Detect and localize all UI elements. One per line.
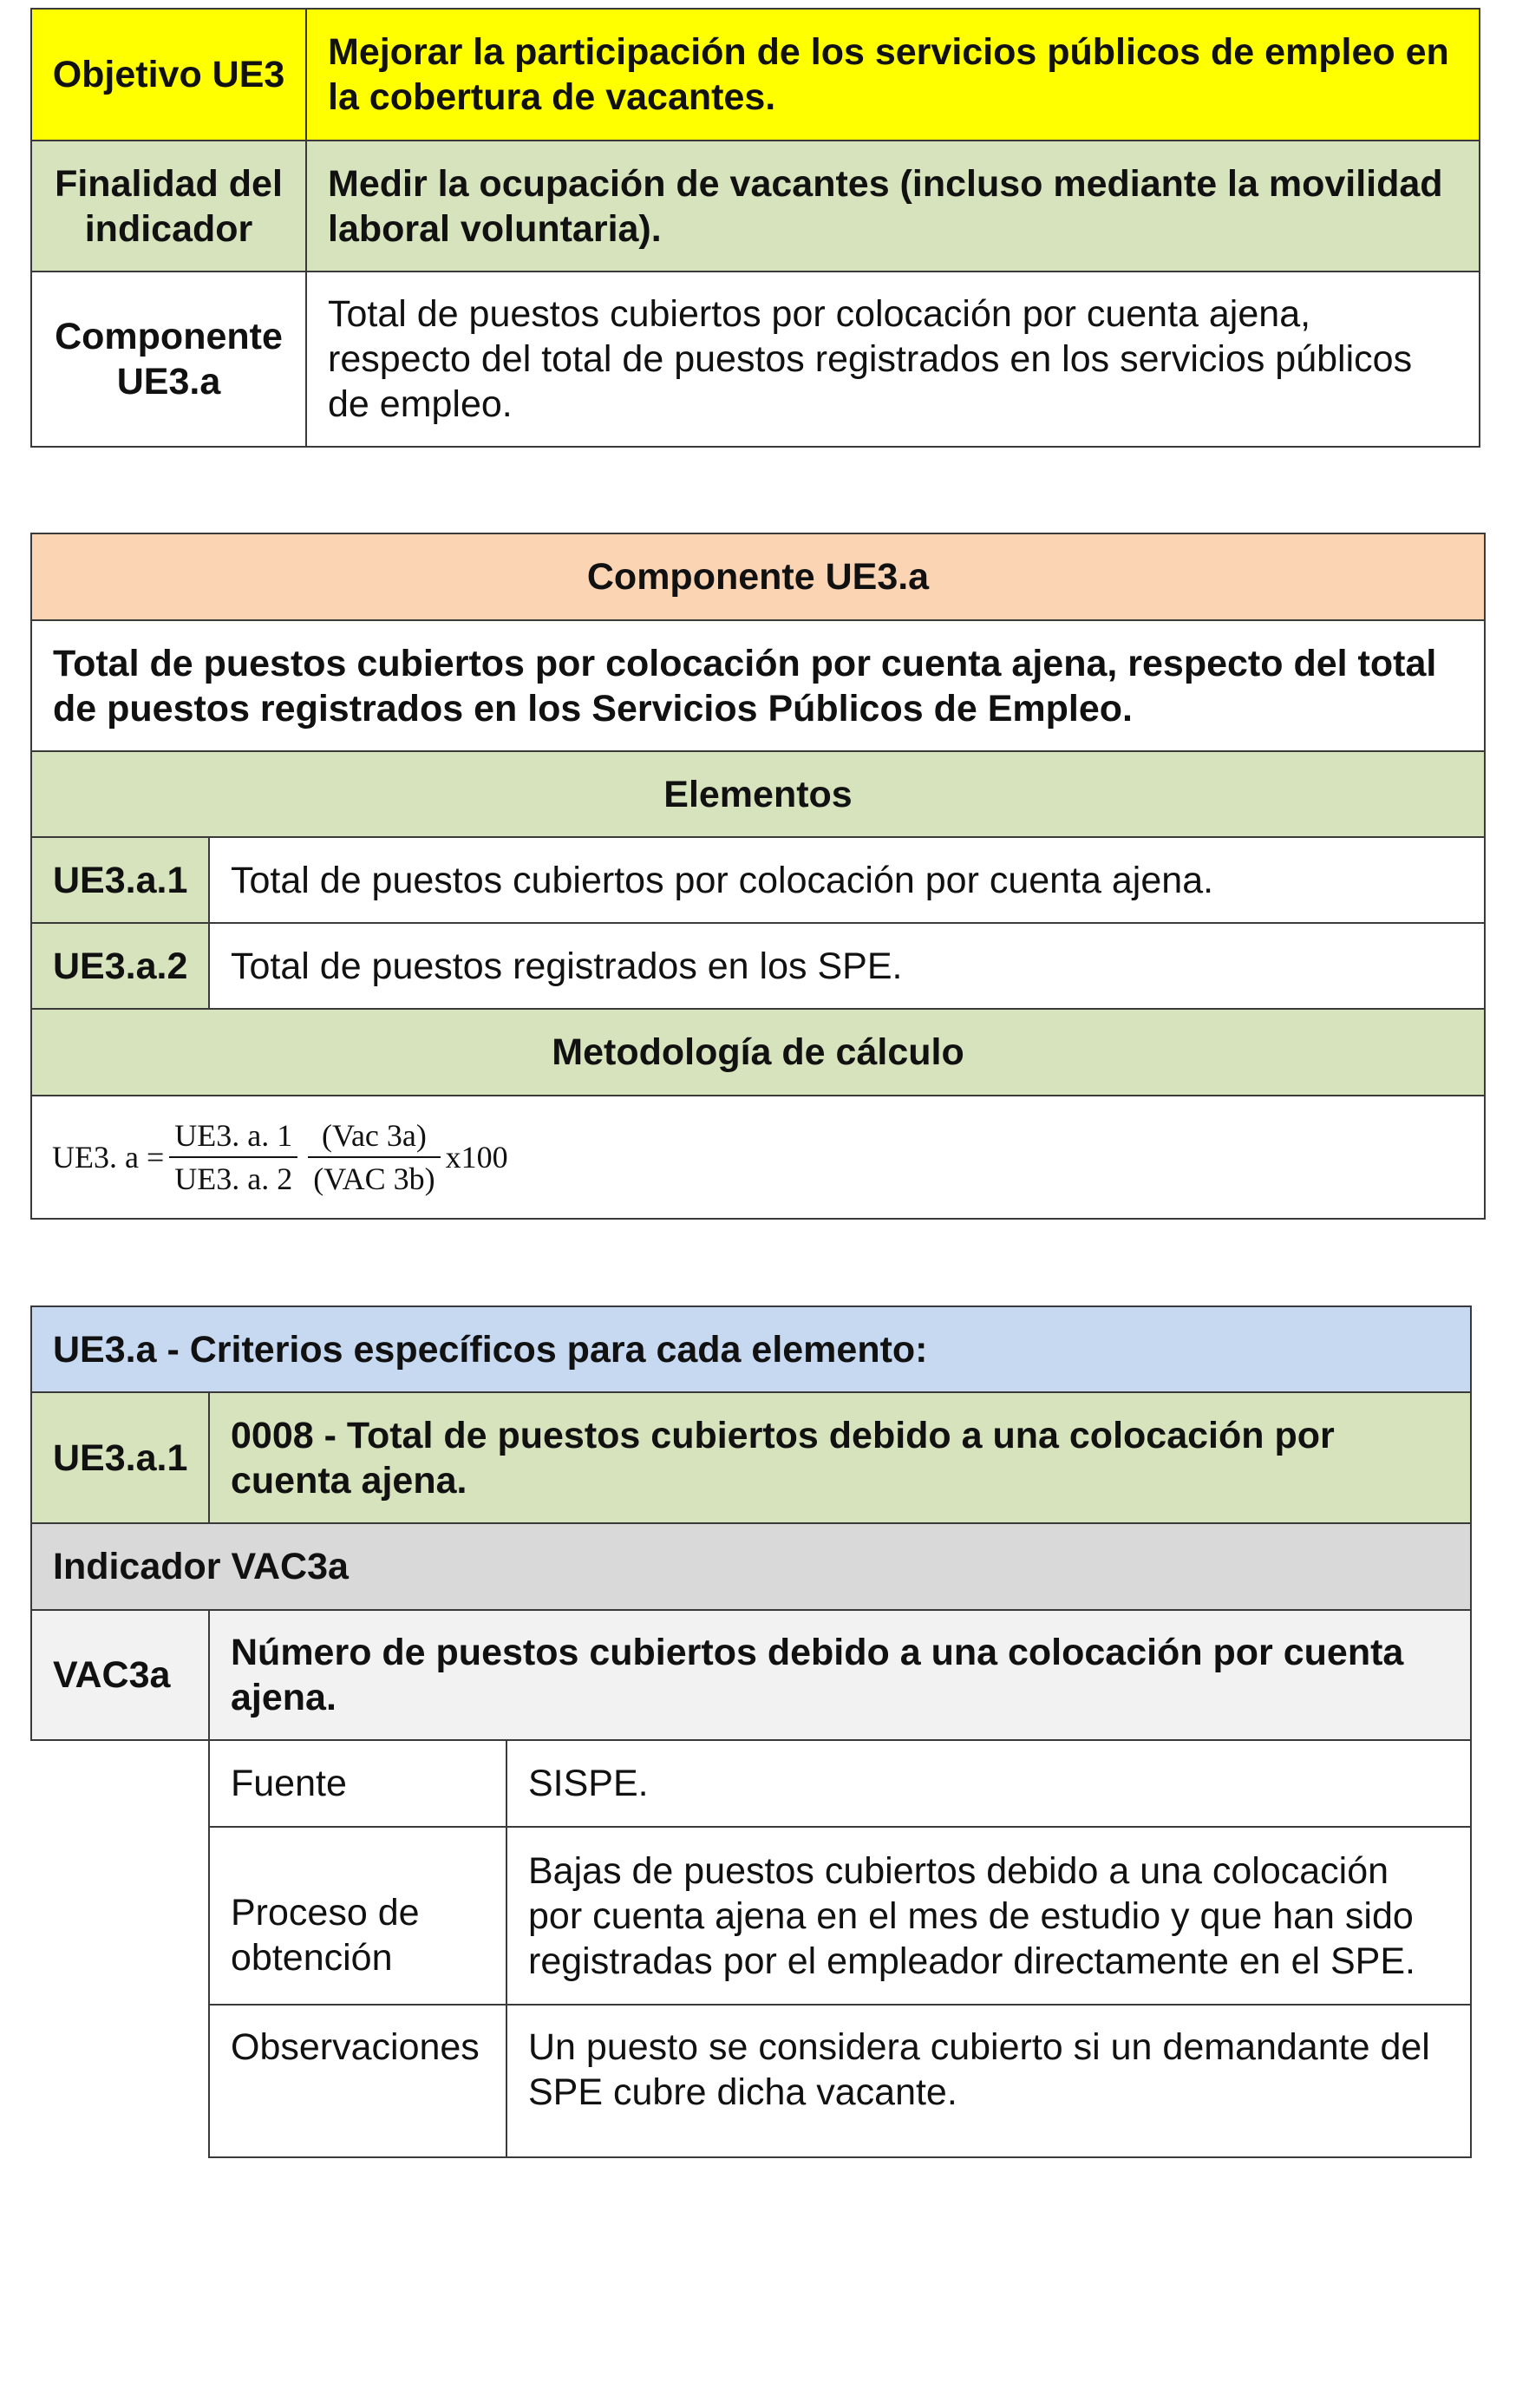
detail-label: Proceso de obtención xyxy=(209,1827,506,2005)
elements-header: Elementos xyxy=(31,751,1485,837)
indicator-header: Indicador VAC3a xyxy=(31,1523,1471,1610)
indicator-code: VAC3a xyxy=(31,1610,209,1740)
fraction-codes xyxy=(169,1118,297,1196)
formula-denominator-vac: (VAC 3b) xyxy=(308,1156,440,1196)
detail-value: Bajas de puestos cubiertos debido a una colocación por cuenta ajena en el mes de estudio y que han sido registradas por el empleador directamente en el SPE. xyxy=(506,1827,1471,2005)
detail-label: Fuente xyxy=(209,1740,506,1827)
formula-numerator: UE3. a. 1 xyxy=(174,1118,293,1153)
purpose-label: Finalidad del indicador xyxy=(31,141,306,272)
criteria-table xyxy=(30,1305,1472,1741)
objective-text: Mejorar la participación de los servicios públicos de empleo en la cobertura de vacantes. xyxy=(306,9,1480,141)
indicator-details-table xyxy=(208,1739,1472,2158)
objective-label: Objetivo UE3 xyxy=(31,9,306,141)
element-code: UE3.a.2 xyxy=(31,923,209,1009)
component-label: Componente UE3.a xyxy=(31,272,306,447)
method-header: Metodología de cálculo xyxy=(31,1009,1485,1096)
element-code: UE3.a.1 xyxy=(31,837,209,923)
criteria-element-code: UE3.a.1 xyxy=(31,1392,209,1523)
formula-denominator: UE3. a. 2 xyxy=(169,1156,297,1196)
component-description: Total de puestos cubiertos por colocación por cuenta ajena, respecto del total de puestos registrados en los Servicios Públicos de Empleo. xyxy=(31,620,1485,751)
component-text: Total de puestos cubiertos por colocación por cuenta ajena, respecto del total de puestos registrados en los servicios públicos de empleo. xyxy=(306,272,1480,447)
indicator-text: Número de puestos cubiertos debido a una colocación por cuenta ajena. xyxy=(209,1610,1471,1740)
component-table-title: Componente UE3.a xyxy=(31,533,1485,620)
detail-value: SISPE. xyxy=(506,1740,1471,1827)
criteria-title: UE3.a - Criterios específicos para cada elemento: xyxy=(31,1306,1471,1392)
purpose-text: Medir la ocupación de vacantes (incluso mediante la movilidad laboral voluntaria). xyxy=(306,141,1480,272)
formula-numerator-vac: (Vac 3a) xyxy=(321,1118,427,1153)
formula-lhs: UE3. a = xyxy=(52,1140,165,1175)
element-text: Total de puestos cubiertos por colocación por cuenta ajena. xyxy=(209,837,1485,923)
element-text: Total de puestos registrados en los SPE. xyxy=(209,923,1485,1009)
fraction-vac xyxy=(308,1118,440,1196)
detail-value: Un puesto se considera cubierto si un demandante del SPE cubre dicha vacante. xyxy=(506,2005,1471,2157)
component-table xyxy=(30,533,1486,1220)
formula xyxy=(33,1118,1483,1196)
criteria-element-text: 0008 - Total de puestos cubiertos debido a una colocación por cuenta ajena. xyxy=(209,1392,1471,1523)
formula-factor: x100 xyxy=(445,1140,508,1175)
objective-table xyxy=(30,8,1480,448)
detail-label: Observaciones xyxy=(209,2005,506,2157)
formula-cell xyxy=(31,1096,1485,1219)
